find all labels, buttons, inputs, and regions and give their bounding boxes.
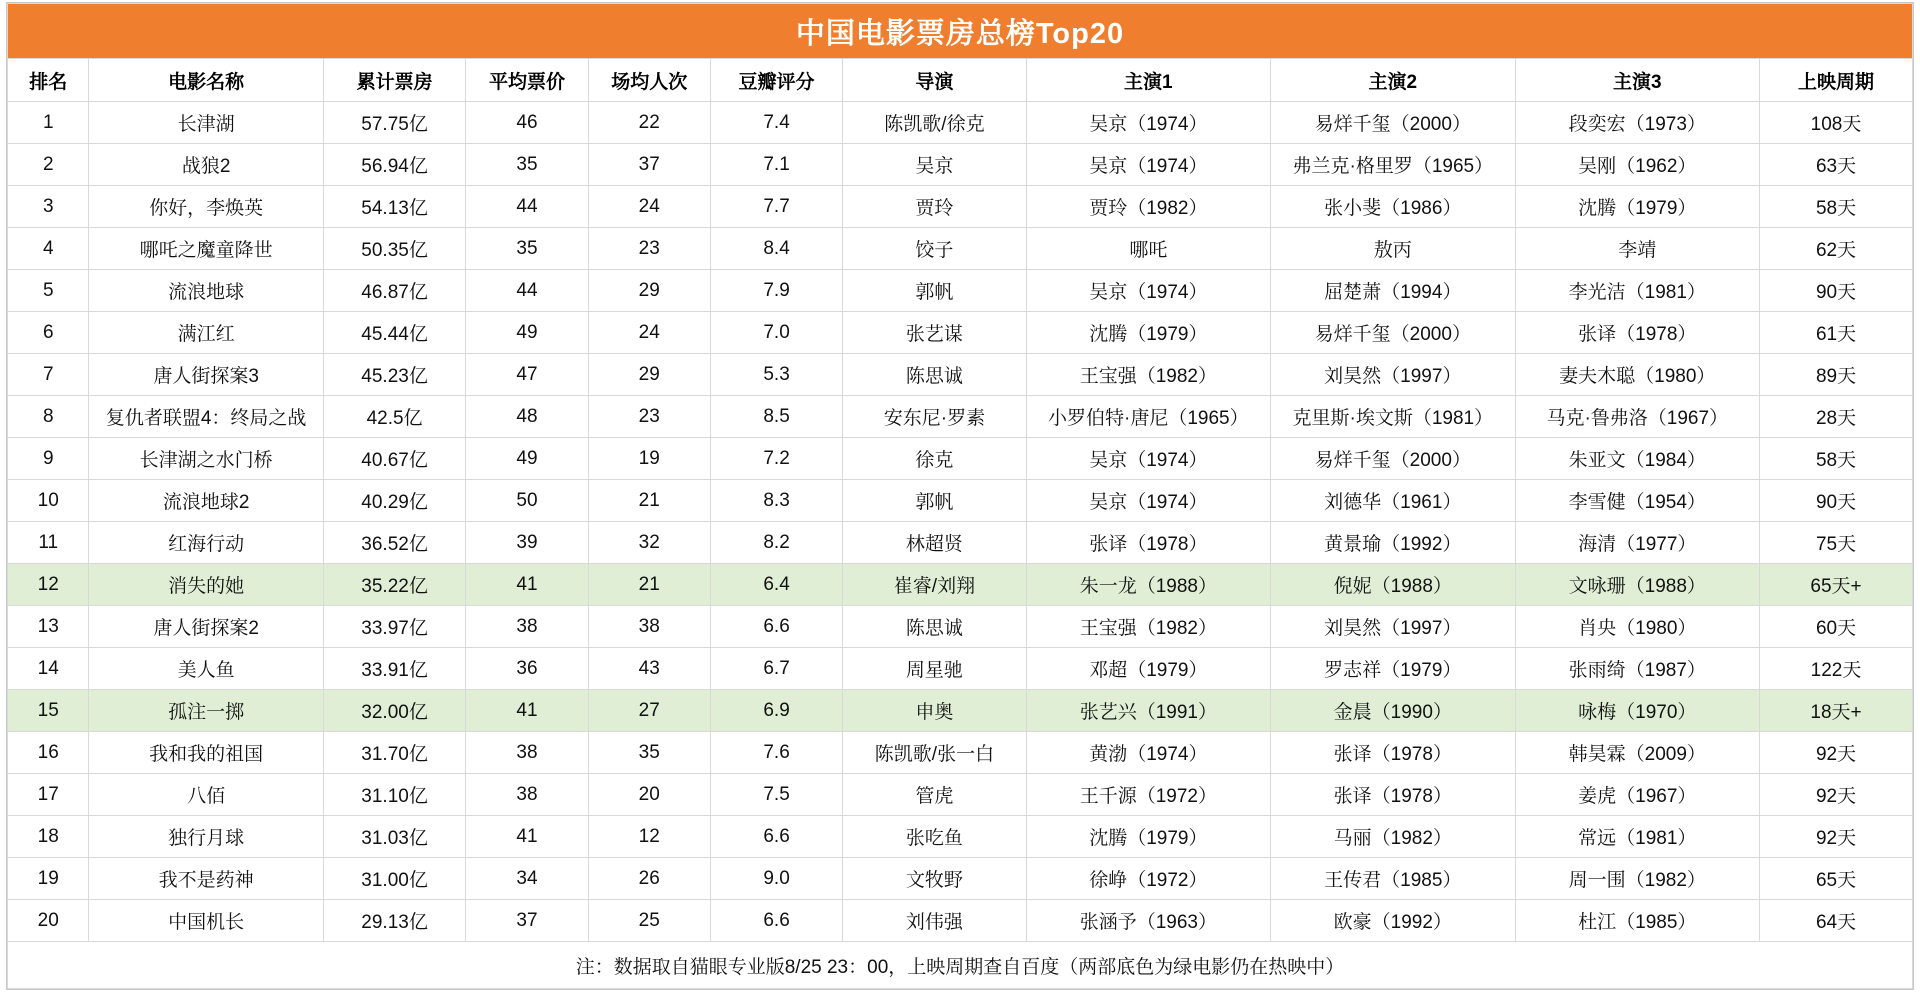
cell-box-office: 31.10亿	[323, 774, 466, 816]
cell-avg-attendance: 26	[588, 858, 710, 900]
column-header-box-office: 累计票房	[323, 59, 466, 102]
cell-director: 陈思诚	[843, 606, 1026, 648]
cell-actor2: 张小斐（1986）	[1271, 186, 1515, 228]
table-row	[8, 438, 1913, 480]
cell-director: 刘伟强	[843, 900, 1026, 942]
cell-rank: 7	[8, 354, 89, 396]
cell-rank: 9	[8, 438, 89, 480]
cell-name: 唐人街探案2	[89, 606, 323, 648]
cell-box-office: 40.29亿	[323, 480, 466, 522]
cell-actor3: 妻夫木聪（1980）	[1515, 354, 1759, 396]
cell-actor1: 张译（1978）	[1026, 522, 1270, 564]
box-office-table	[7, 3, 1913, 989]
cell-days: 90天	[1760, 480, 1913, 522]
cell-avg-price: 41	[466, 816, 588, 858]
cell-name: 复仇者联盟4：终局之战	[89, 396, 323, 438]
cell-avg-price: 50	[466, 480, 588, 522]
column-header-actor1: 主演1	[1026, 59, 1270, 102]
cell-avg-price: 38	[466, 774, 588, 816]
cell-actor1: 王宝强（1982）	[1026, 354, 1270, 396]
cell-director: 陈凯歌/张一白	[843, 732, 1026, 774]
table-row	[8, 144, 1913, 186]
cell-name: 流浪地球	[89, 270, 323, 312]
cell-actor2: 马丽（1982）	[1271, 816, 1515, 858]
cell-days: 18天+	[1760, 690, 1913, 732]
column-header-douban: 豆瓣评分	[710, 59, 842, 102]
cell-box-office: 56.94亿	[323, 144, 466, 186]
cell-avg-price: 44	[466, 270, 588, 312]
column-header-rank: 排名	[8, 59, 89, 102]
cell-rank: 11	[8, 522, 89, 564]
cell-actor2: 倪妮（1988）	[1271, 564, 1515, 606]
cell-avg-attendance: 29	[588, 354, 710, 396]
cell-avg-price: 46	[466, 102, 588, 144]
cell-rank: 13	[8, 606, 89, 648]
cell-douban: 7.5	[710, 774, 842, 816]
cell-avg-price: 49	[466, 312, 588, 354]
cell-actor3: 常远（1981）	[1515, 816, 1759, 858]
cell-name: 中国机长	[89, 900, 323, 942]
cell-box-office: 33.91亿	[323, 648, 466, 690]
cell-actor1: 哪吒	[1026, 228, 1270, 270]
cell-director: 崔睿/刘翔	[843, 564, 1026, 606]
cell-actor3: 段奕宏（1973）	[1515, 102, 1759, 144]
cell-name: 哪吒之魔童降世	[89, 228, 323, 270]
cell-box-office: 31.70亿	[323, 732, 466, 774]
cell-name: 你好，李焕英	[89, 186, 323, 228]
cell-rank: 16	[8, 732, 89, 774]
cell-actor3: 海清（1977）	[1515, 522, 1759, 564]
cell-director: 郭帆	[843, 480, 1026, 522]
cell-actor2: 刘昊然（1997）	[1271, 606, 1515, 648]
cell-avg-attendance: 20	[588, 774, 710, 816]
cell-days: 61天	[1760, 312, 1913, 354]
cell-avg-price: 37	[466, 900, 588, 942]
cell-box-office: 45.44亿	[323, 312, 466, 354]
table-row	[8, 522, 1913, 564]
cell-actor2: 敖丙	[1271, 228, 1515, 270]
cell-actor3: 文咏珊（1988）	[1515, 564, 1759, 606]
cell-douban: 5.3	[710, 354, 842, 396]
cell-actor2: 易烊千玺（2000）	[1271, 438, 1515, 480]
table-row	[8, 396, 1913, 438]
cell-days: 90天	[1760, 270, 1913, 312]
cell-douban: 7.0	[710, 312, 842, 354]
cell-name: 美人鱼	[89, 648, 323, 690]
cell-avg-attendance: 24	[588, 186, 710, 228]
cell-avg-price: 49	[466, 438, 588, 480]
cell-douban: 7.1	[710, 144, 842, 186]
cell-director: 林超贤	[843, 522, 1026, 564]
cell-days: 62天	[1760, 228, 1913, 270]
cell-name: 消失的她	[89, 564, 323, 606]
cell-box-office: 31.00亿	[323, 858, 466, 900]
table-row	[8, 816, 1913, 858]
table-row	[8, 774, 1913, 816]
table-footnote-row	[8, 942, 1913, 989]
cell-name: 独行月球	[89, 816, 323, 858]
cell-actor1: 沈腾（1979）	[1026, 312, 1270, 354]
cell-avg-price: 44	[466, 186, 588, 228]
cell-director: 申奥	[843, 690, 1026, 732]
cell-actor2: 克里斯·埃文斯（1981）	[1271, 396, 1515, 438]
table-row	[8, 270, 1913, 312]
cell-director: 饺子	[843, 228, 1026, 270]
cell-actor2: 屈楚萧（1994）	[1271, 270, 1515, 312]
cell-rank: 1	[8, 102, 89, 144]
cell-avg-attendance: 23	[588, 228, 710, 270]
cell-avg-price: 36	[466, 648, 588, 690]
cell-actor3: 李靖	[1515, 228, 1759, 270]
cell-avg-attendance: 29	[588, 270, 710, 312]
cell-avg-attendance: 24	[588, 312, 710, 354]
cell-box-office: 40.67亿	[323, 438, 466, 480]
cell-douban: 8.5	[710, 396, 842, 438]
cell-actor1: 黄渤（1974）	[1026, 732, 1270, 774]
cell-days: 28天	[1760, 396, 1913, 438]
cell-avg-attendance: 25	[588, 900, 710, 942]
table-row	[8, 354, 1913, 396]
table-row	[8, 480, 1913, 522]
cell-days: 58天	[1760, 438, 1913, 480]
cell-actor3: 韩昊霖（2009）	[1515, 732, 1759, 774]
table-row	[8, 858, 1913, 900]
cell-days: 65天+	[1760, 564, 1913, 606]
cell-avg-price: 34	[466, 858, 588, 900]
cell-box-office: 36.52亿	[323, 522, 466, 564]
cell-name: 我不是药神	[89, 858, 323, 900]
page-title: 中国电影票房总榜Top20	[8, 4, 1913, 59]
cell-days: 63天	[1760, 144, 1913, 186]
cell-director: 管虎	[843, 774, 1026, 816]
column-header-avg-price: 平均票价	[466, 59, 588, 102]
cell-actor2: 刘德华（1961）	[1271, 480, 1515, 522]
cell-name: 八佰	[89, 774, 323, 816]
cell-director: 吴京	[843, 144, 1026, 186]
cell-avg-attendance: 38	[588, 606, 710, 648]
cell-actor1: 徐峥（1972）	[1026, 858, 1270, 900]
cell-actor2: 王传君（1985）	[1271, 858, 1515, 900]
cell-avg-attendance: 43	[588, 648, 710, 690]
cell-avg-attendance: 35	[588, 732, 710, 774]
table-row	[8, 564, 1913, 606]
cell-box-office: 33.97亿	[323, 606, 466, 648]
cell-rank: 20	[8, 900, 89, 942]
cell-actor3: 张雨绮（1987）	[1515, 648, 1759, 690]
cell-avg-price: 38	[466, 606, 588, 648]
column-header-actor3: 主演3	[1515, 59, 1759, 102]
cell-actor1: 吴京（1974）	[1026, 102, 1270, 144]
cell-rank: 17	[8, 774, 89, 816]
cell-avg-price: 48	[466, 396, 588, 438]
table-row	[8, 312, 1913, 354]
cell-avg-attendance: 21	[588, 564, 710, 606]
cell-actor2: 张译（1978）	[1271, 774, 1515, 816]
cell-box-office: 29.13亿	[323, 900, 466, 942]
cell-actor2: 易烊千玺（2000）	[1271, 102, 1515, 144]
cell-actor2: 易烊千玺（2000）	[1271, 312, 1515, 354]
cell-actor3: 张译（1978）	[1515, 312, 1759, 354]
table-header-row	[8, 59, 1913, 102]
cell-box-office: 35.22亿	[323, 564, 466, 606]
cell-avg-attendance: 27	[588, 690, 710, 732]
cell-director: 张艺谋	[843, 312, 1026, 354]
cell-douban: 7.4	[710, 102, 842, 144]
cell-actor1: 王宝强（1982）	[1026, 606, 1270, 648]
cell-actor1: 吴京（1974）	[1026, 270, 1270, 312]
cell-director: 陈凯歌/徐克	[843, 102, 1026, 144]
cell-douban: 6.7	[710, 648, 842, 690]
cell-actor1: 张艺兴（1991）	[1026, 690, 1270, 732]
cell-douban: 8.4	[710, 228, 842, 270]
cell-avg-price: 35	[466, 144, 588, 186]
cell-name: 满江红	[89, 312, 323, 354]
cell-days: 108天	[1760, 102, 1913, 144]
cell-douban: 7.7	[710, 186, 842, 228]
cell-douban: 8.3	[710, 480, 842, 522]
cell-box-office: 31.03亿	[323, 816, 466, 858]
cell-days: 92天	[1760, 816, 1913, 858]
cell-box-office: 57.75亿	[323, 102, 466, 144]
cell-box-office: 50.35亿	[323, 228, 466, 270]
cell-rank: 14	[8, 648, 89, 690]
cell-douban: 7.9	[710, 270, 842, 312]
cell-actor1: 朱一龙（1988）	[1026, 564, 1270, 606]
cell-director: 郭帆	[843, 270, 1026, 312]
cell-douban: 7.6	[710, 732, 842, 774]
table-body	[8, 4, 1913, 989]
cell-director: 张吃鱼	[843, 816, 1026, 858]
cell-actor3: 杜江（1985）	[1515, 900, 1759, 942]
cell-name: 唐人街探案3	[89, 354, 323, 396]
cell-actor3: 朱亚文（1984）	[1515, 438, 1759, 480]
cell-actor1: 邓超（1979）	[1026, 648, 1270, 690]
cell-actor3: 沈腾（1979）	[1515, 186, 1759, 228]
cell-actor1: 吴京（1974）	[1026, 438, 1270, 480]
cell-days: 92天	[1760, 774, 1913, 816]
cell-actor1: 吴京（1974）	[1026, 144, 1270, 186]
cell-rank: 6	[8, 312, 89, 354]
cell-director: 周星驰	[843, 648, 1026, 690]
table-row	[8, 102, 1913, 144]
cell-director: 安东尼·罗素	[843, 396, 1026, 438]
cell-avg-attendance: 37	[588, 144, 710, 186]
cell-rank: 10	[8, 480, 89, 522]
cell-rank: 18	[8, 816, 89, 858]
cell-douban: 9.0	[710, 858, 842, 900]
cell-douban: 6.6	[710, 816, 842, 858]
cell-avg-attendance: 22	[588, 102, 710, 144]
cell-douban: 6.6	[710, 606, 842, 648]
cell-actor2: 黄景瑜（1992）	[1271, 522, 1515, 564]
cell-avg-price: 35	[466, 228, 588, 270]
cell-actor1: 小罗伯特·唐尼（1965）	[1026, 396, 1270, 438]
cell-director: 陈思诚	[843, 354, 1026, 396]
cell-days: 58天	[1760, 186, 1913, 228]
column-header-director: 导演	[843, 59, 1026, 102]
cell-actor3: 李雪健（1954）	[1515, 480, 1759, 522]
cell-avg-attendance: 23	[588, 396, 710, 438]
cell-actor1: 贾玲（1982）	[1026, 186, 1270, 228]
cell-name: 我和我的祖国	[89, 732, 323, 774]
cell-avg-price: 39	[466, 522, 588, 564]
column-header-name: 电影名称	[89, 59, 323, 102]
column-header-days: 上映周期	[1760, 59, 1913, 102]
cell-rank: 19	[8, 858, 89, 900]
cell-days: 75天	[1760, 522, 1913, 564]
cell-box-office: 45.23亿	[323, 354, 466, 396]
cell-days: 122天	[1760, 648, 1913, 690]
cell-days: 60天	[1760, 606, 1913, 648]
cell-avg-attendance: 21	[588, 480, 710, 522]
cell-director: 贾玲	[843, 186, 1026, 228]
table-row	[8, 690, 1913, 732]
cell-actor3: 吴刚（1962）	[1515, 144, 1759, 186]
cell-name: 长津湖	[89, 102, 323, 144]
cell-rank: 3	[8, 186, 89, 228]
cell-name: 战狼2	[89, 144, 323, 186]
cell-actor2: 欧豪（1992）	[1271, 900, 1515, 942]
cell-actor3: 李光洁（1981）	[1515, 270, 1759, 312]
column-header-actor2: 主演2	[1271, 59, 1515, 102]
cell-name: 孤注一掷	[89, 690, 323, 732]
box-office-table-container	[6, 2, 1914, 990]
cell-actor1: 王千源（1972）	[1026, 774, 1270, 816]
cell-actor1: 沈腾（1979）	[1026, 816, 1270, 858]
cell-actor2: 刘昊然（1997）	[1271, 354, 1515, 396]
cell-avg-attendance: 19	[588, 438, 710, 480]
cell-days: 92天	[1760, 732, 1913, 774]
cell-director: 徐克	[843, 438, 1026, 480]
cell-avg-attendance: 32	[588, 522, 710, 564]
cell-rank: 8	[8, 396, 89, 438]
cell-rank: 4	[8, 228, 89, 270]
cell-director: 文牧野	[843, 858, 1026, 900]
cell-rank: 2	[8, 144, 89, 186]
cell-douban: 7.2	[710, 438, 842, 480]
cell-actor1: 张涵予（1963）	[1026, 900, 1270, 942]
cell-avg-price: 41	[466, 564, 588, 606]
cell-rank: 5	[8, 270, 89, 312]
cell-name: 红海行动	[89, 522, 323, 564]
cell-avg-price: 41	[466, 690, 588, 732]
cell-douban: 6.6	[710, 900, 842, 942]
cell-actor2: 张译（1978）	[1271, 732, 1515, 774]
table-row	[8, 228, 1913, 270]
cell-actor2: 金晨（1990）	[1271, 690, 1515, 732]
cell-box-office: 32.00亿	[323, 690, 466, 732]
table-row	[8, 606, 1913, 648]
cell-avg-price: 47	[466, 354, 588, 396]
table-title-row	[8, 4, 1913, 59]
cell-actor2: 罗志祥（1979）	[1271, 648, 1515, 690]
cell-actor3: 马克·鲁弗洛（1967）	[1515, 396, 1759, 438]
cell-douban: 6.9	[710, 690, 842, 732]
cell-rank: 15	[8, 690, 89, 732]
cell-douban: 8.2	[710, 522, 842, 564]
cell-avg-price: 38	[466, 732, 588, 774]
column-header-avg-attendance: 场均人次	[588, 59, 710, 102]
cell-actor3: 肖央（1980）	[1515, 606, 1759, 648]
cell-actor3: 姜虎（1967）	[1515, 774, 1759, 816]
footnote-text: 注：数据取自猫眼专业版8/25 23：00，上映周期查自百度（两部底色为绿电影仍在热映中）	[8, 942, 1913, 989]
cell-name: 流浪地球2	[89, 480, 323, 522]
table-row	[8, 732, 1913, 774]
cell-box-office: 54.13亿	[323, 186, 466, 228]
cell-name: 长津湖之水门桥	[89, 438, 323, 480]
table-row	[8, 186, 1913, 228]
table-row	[8, 648, 1913, 690]
cell-days: 64天	[1760, 900, 1913, 942]
cell-actor3: 咏梅（1970）	[1515, 690, 1759, 732]
cell-actor2: 弗兰克·格里罗（1965）	[1271, 144, 1515, 186]
cell-actor1: 吴京（1974）	[1026, 480, 1270, 522]
table-row	[8, 900, 1913, 942]
cell-douban: 6.4	[710, 564, 842, 606]
cell-box-office: 42.5亿	[323, 396, 466, 438]
cell-avg-attendance: 12	[588, 816, 710, 858]
cell-rank: 12	[8, 564, 89, 606]
cell-days: 89天	[1760, 354, 1913, 396]
cell-actor3: 周一围（1982）	[1515, 858, 1759, 900]
cell-box-office: 46.87亿	[323, 270, 466, 312]
cell-days: 65天	[1760, 858, 1913, 900]
